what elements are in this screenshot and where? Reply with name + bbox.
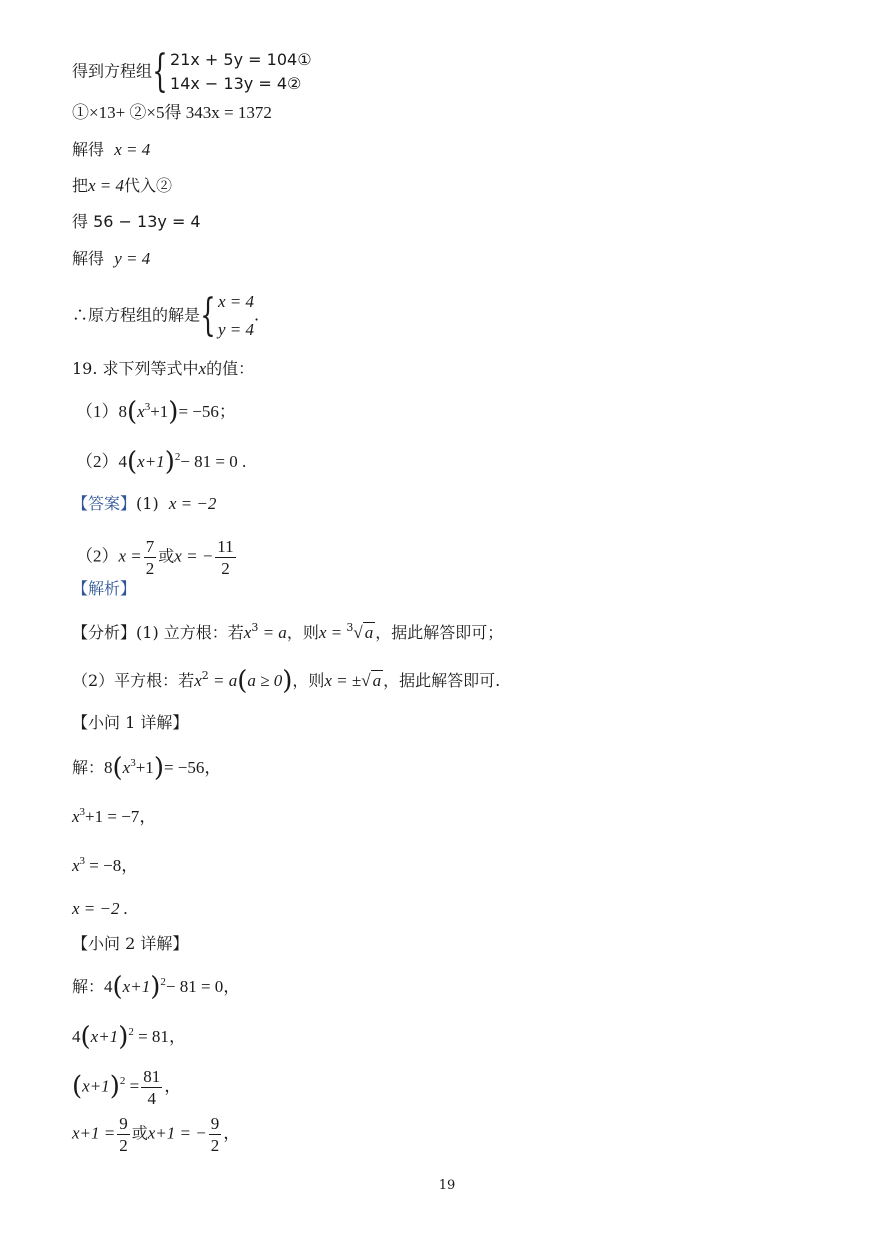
solve-y-line (72, 248, 150, 270)
math-coef: 4 (104, 977, 113, 996)
analysis-line-2 (72, 666, 501, 696)
exponent: 2 (201, 669, 209, 682)
paren-open: ( (237, 666, 248, 696)
line-text: 代入② (124, 176, 173, 195)
denominator: 2 (210, 1136, 220, 1155)
solution-system (218, 288, 254, 344)
paren-open: ( (80, 1022, 91, 1052)
part-label: (1) (136, 494, 159, 513)
math-var: x+1 (90, 1027, 119, 1046)
subquestion-2-heading: 【小问 2 详解】 (72, 934, 189, 953)
math-var: x (137, 402, 145, 421)
math-var: x (72, 856, 80, 875)
math-expr: x = ± (324, 671, 362, 690)
answer-line (72, 493, 216, 515)
left-brace: { (200, 290, 216, 341)
paren-close: ) (153, 753, 164, 783)
analysis-heading: 【解析】 (72, 579, 137, 598)
root-index: 3 (346, 621, 354, 634)
left-brace: { (152, 46, 168, 97)
equation-2: 14x − 13y = 4② (170, 74, 302, 93)
paren-close: ) (109, 1071, 120, 1102)
line-text: （2）平方根：若 (72, 671, 195, 690)
math-var: x (72, 807, 80, 826)
exponent: 3 (251, 621, 259, 634)
punct: . (242, 452, 247, 471)
punct: ， (139, 807, 157, 826)
math-rhs: = −56 (178, 402, 219, 421)
analysis-tag: 【分析】 (72, 623, 137, 642)
math-coef: 4 (72, 1027, 81, 1046)
punct: ， (223, 977, 241, 996)
elimination-line: ①×13+ ②×5得 343x = 1372 (72, 103, 272, 122)
substitute-line (72, 175, 172, 197)
exponent: 3 (130, 757, 136, 769)
math-expr: x = −2 (168, 494, 217, 513)
punct: ， (168, 1027, 186, 1046)
numerator: 81 (143, 1067, 161, 1086)
conjunction: 或 (158, 546, 175, 566)
equation-system-line (72, 48, 312, 96)
math-rhs: − 81 = 0 (180, 452, 238, 471)
punct: ， (121, 856, 139, 875)
solution1-result: x = −2 . (72, 899, 128, 918)
radical-sign: √ (361, 671, 371, 690)
conjunction: 或 (131, 1123, 148, 1143)
exponent: 2 (128, 1026, 134, 1038)
solution2-step3 (72, 1066, 181, 1109)
exponent: 2 (160, 976, 166, 988)
math-rhs: = 81 (133, 1027, 169, 1046)
math-var: x+1 (137, 452, 165, 471)
question-19 (72, 358, 254, 380)
math-rhs: = −8 (85, 856, 122, 875)
line-label: 解得 (72, 140, 105, 159)
question-19-part2 (76, 447, 247, 477)
line-text: ，据此解答即可. (383, 671, 501, 690)
fraction (141, 1066, 162, 1109)
line-label: 解： (72, 758, 105, 777)
radical-sign: √ (353, 623, 363, 642)
solution-y: y = 4 (218, 320, 255, 339)
answer-part2 (76, 536, 238, 579)
fraction (215, 536, 235, 579)
denominator: 2 (119, 1136, 128, 1155)
line-text: ，则 (292, 671, 325, 690)
line-prefix: 得到方程组 (72, 61, 153, 81)
line-label: 解： (72, 977, 105, 996)
math-rhs: +1 = −7 (85, 807, 140, 826)
denominator: 2 (145, 559, 155, 578)
fraction (117, 1113, 130, 1156)
math-var: x+1 (82, 1076, 110, 1096)
paren-open: ( (112, 753, 123, 783)
radicand: a (364, 623, 374, 642)
math-expr: = a (258, 623, 287, 642)
solution-x: x = 4 (218, 292, 255, 311)
numerator: 9 (119, 1114, 128, 1133)
math-expr: = a (208, 671, 238, 690)
question-19-part1 (76, 397, 236, 427)
math-expr: x = − (174, 546, 214, 566)
line-text: ，则 (286, 623, 319, 642)
paren-open: ( (72, 1071, 83, 1102)
line-prefix: ∴原方程组的解是 (72, 305, 201, 325)
paren-close: ) (282, 666, 293, 696)
part-label: （2） (76, 452, 119, 471)
solution2-step2 (72, 1022, 186, 1052)
math-expr: y = 4 (114, 249, 151, 268)
math-expr: x+1 = − (147, 1123, 207, 1143)
paren-open: ( (127, 447, 138, 477)
numerator: 11 (217, 537, 234, 556)
line-text: (1) 立方根：若 (136, 623, 244, 642)
math-coef: 8 (118, 402, 127, 421)
numerator: 9 (210, 1114, 220, 1133)
math-term: +1 (150, 402, 169, 421)
exponent: 3 (79, 806, 86, 818)
question-text: 求下列等式中 (102, 359, 199, 378)
math-expr: x = (318, 623, 347, 642)
exponent: 3 (144, 401, 151, 413)
math-rhs: − 81 = 0 (165, 977, 224, 996)
paren-open: ( (127, 397, 138, 427)
math-var: x (198, 359, 207, 378)
exponent: 2 (119, 1075, 126, 1088)
subquestion-1-heading: 【小问 1 详解】 (72, 713, 189, 732)
math-condition: a ≥ 0 (247, 671, 283, 690)
math-var: x+1 (122, 977, 151, 996)
solution1-step3 (72, 855, 138, 879)
math-op: = (125, 1076, 140, 1096)
numerator: 7 (145, 537, 155, 556)
solution2-step4 (72, 1113, 240, 1156)
math-coef: 4 (118, 452, 127, 471)
punct: ， (204, 758, 222, 777)
solution2-step1 (72, 972, 241, 1002)
part-label: （1） (76, 402, 119, 421)
math-var: x (243, 623, 252, 642)
exponent: 3 (79, 855, 86, 867)
paren-close: ) (168, 397, 179, 427)
paren-close: ) (150, 972, 161, 1002)
equation-line: 得 56 − 13y = 4 (72, 212, 201, 231)
math-rhs: = −56 (163, 758, 205, 777)
math-var: x (122, 758, 131, 777)
solution1-step2 (72, 806, 156, 830)
exponent: 2 (174, 451, 181, 463)
math-expr: x+1 = (72, 1123, 116, 1143)
denominator: 2 (221, 559, 230, 578)
equation-system (170, 48, 312, 96)
solution1-step1 (72, 753, 222, 783)
punct: ； (218, 402, 236, 421)
math-term: +1 (135, 758, 154, 777)
solution-line (72, 288, 259, 344)
math-expr: x = 4 (88, 176, 125, 195)
paren-open: ( (112, 972, 123, 1002)
equation-1: 21x + 5y = 104① (170, 50, 312, 69)
denominator: 4 (147, 1089, 156, 1108)
punct: ， (164, 1076, 182, 1096)
line-suffix: . (254, 305, 260, 325)
line-text: ，据此解答即可； (375, 623, 504, 642)
question-text: 的值： (206, 359, 255, 378)
answer-tag: 【答案】 (72, 494, 137, 513)
math-var: x (194, 671, 202, 690)
fraction (144, 536, 157, 579)
part-label: （2） (76, 546, 119, 566)
math-expr: x = 4 (114, 140, 151, 159)
math-expr: x = (118, 546, 142, 566)
punct: ， (223, 1123, 241, 1143)
radicand: a (372, 671, 382, 690)
question-number: 19. (72, 359, 98, 378)
solve-x-line (72, 139, 150, 161)
line-label: 解得 (72, 249, 105, 268)
paren-close: ) (164, 447, 175, 477)
line-text: 把 (72, 176, 89, 195)
math-coef: 8 (104, 758, 113, 777)
paren-close: ) (118, 1022, 129, 1052)
fraction (209, 1113, 222, 1156)
analysis-line-1 (72, 622, 503, 646)
page-number: 19 (438, 1178, 456, 1193)
